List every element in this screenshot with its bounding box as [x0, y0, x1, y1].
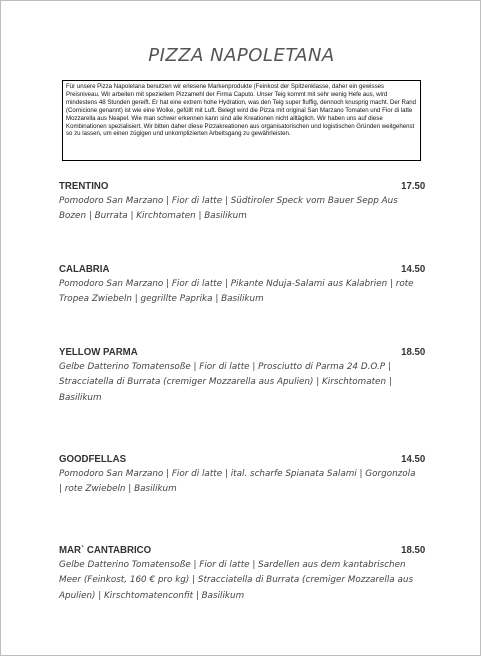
menu-item-price: 14.50	[400, 453, 425, 465]
menu-item-description: Pomodoro San Marzano | Fior di latte | ital. scharfe Spianata Salami | Gorgonzola | rote Zwiebeln | Basilikum	[59, 469, 416, 495]
menu-item-price: 17.50	[400, 180, 425, 192]
menu-item-name: MAR` CANTABRICO	[59, 544, 152, 556]
menu-item-description: Pomodoro San Marzano | Fior di latte | Pikante Nduja-Salami aus Kalabrien | rote Tropea Zwiebeln | gegrillte Paprika | Basilikum	[59, 279, 414, 305]
menu-item-name: YELLOW PARMA	[59, 346, 138, 358]
menu-item-description: Pomodoro San Marzano | Fior di latte | Südtiroler Speck vom Bauer Sepp Aus Bozen | Burrata | Kirchtomaten | Basilikum	[59, 196, 398, 222]
menu-item-name: TRENTINO	[59, 180, 109, 192]
intro-text-box: Für unsere Pizza Napoletana benutzen wir erlesene Markenprodukte (Feinkost der Spitzenklasse, daher ein gewisses Preisniveau. Wir arbeiten mit speziellem Pizzamehl der Firma Caputo. Unser Teig kommt mit sehr wenig Hefe aus, wird mindestens 48 Stunden gereift. Er hat eine extrem hohe Hydration, was den Teig super fluffig, dennoch knusprig macht. Der Rand (Cornicione genannt) ist wie eine Wolke, gefüllt mit Luft. Belegt wird die Pizza mit original San Marzano Tomaten und Fior di latte Mozzarella aus Neapel. Wie man schwer erkennen kann sind alle Kreationen nicht alltäglich. Wir haben uns auf diese Kombinationen spezialisiert. Wir bitten daher diese Pizzakreationen aus organisatorischen und logistischen Gründen weitgehenst so zu lassen, um einen zügigen und unkomplizierten Arbeitsgang zu gewährleisten.	[62, 80, 421, 161]
menu-item-price: 14.50	[400, 263, 425, 275]
menu-item-price: 18.50	[400, 346, 425, 358]
page-title: PIZZA NAPOLETANA	[148, 45, 335, 66]
menu-item-description: Gelbe Datterino Tomatensoße | Fior di latte | Prosciutto di Parma 24 D.O.P | Stracciatella di Burrata (cremiger Mozzarella aus Apulien) | Kirschtomaten | Basilikum	[59, 362, 392, 403]
menu-item-description: Gelbe Datterino Tomatensoße | Fior di latte | Sardellen aus dem kantabrischen Meer (Feinkost, 160 € pro kg) | Stracciatella di Burrata (cremiger Mozzarella aus Apulien) | Kirschtomatenconfit | Basilikum	[59, 560, 414, 601]
menu-item-name: GOODFELLAS	[59, 453, 127, 465]
menu-item-name: CALABRIA	[59, 263, 110, 275]
menu-item-price: 18.50	[400, 544, 425, 556]
